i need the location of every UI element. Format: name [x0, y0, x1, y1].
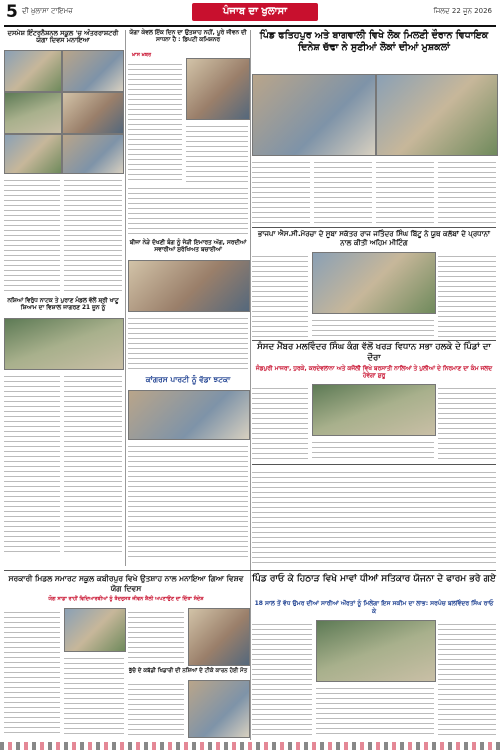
story-title-bjp: ਭਾਜਪਾ ਐਸ.ਸੀ.ਮੋਰਚਾ ਦੇ ਸੂਬਾ ਸਕੱਤਰ ਰਾਜ ਜਤਿੰਦਰ ਸਿੰਘ ਬਿੱਟੂ ਨੇ ਯੂਥ ਕਲੱਬਾਂ ਦੇ ਪ੍ਰਧਾਨਾਂ ਨਾਲ ਕੀਤੀ ਅਹਿਮ ਮੀਟਿੰਗ: [258, 230, 490, 247]
article-text-block: [128, 680, 184, 736]
article-text-block: [438, 384, 496, 460]
article-text-block: [438, 252, 496, 338]
main-headline: ਪਿੰਡ ਫਤਿਹਪੁਰ ਅਤੇ ਬਾਗਵਾਲੀ ਵਿਖੇ ਲੋਕ ਮਿਲਣੀ ਦੌਰਾਨ ਵਿਧਾਇਕ ਦਿਨੇਸ਼ ਚੱਢਾ ਨੇ ਸੁਣੀਆਂ ਲੋਕਾਂ ਦੀਆਂ ਮੁਸ਼ਕਲਾਂ: [259, 30, 489, 53]
article-text-block: [252, 158, 310, 224]
story-title-congress: ਕਾਂਗਰਸ ਪਾਰਟੀ ਨੂੰ ਵੱਡਾ ਝਟਕਾ: [145, 375, 231, 384]
photo-bjp-meeting: [312, 252, 436, 314]
article-text-block: [252, 384, 308, 460]
article-text-block: [438, 158, 496, 224]
byline: ਖ਼ਾਸ ਖ਼ਬਰ: [132, 52, 152, 58]
photo-fire: [128, 260, 250, 312]
story-title-mp: ਸੰਸਦ ਮੈਂਬਰ ਮਲਵਿੰਦਰ ਸਿੰਘ ਕੰਗ ਵੱਲੋਂ ਖਰੜ ਵਿਧਾਨ ਸਭਾ ਹਲਕੇ ਦੇ ਪਿੰਡਾਂ ਦਾ ਦੌਰਾ: [257, 342, 491, 363]
photo-yoga-3: [4, 92, 62, 134]
section-masthead: ਪੰਜਾਬ ਦਾ ਖੁਲਾਸਾ: [192, 3, 318, 21]
photo-portrait: [186, 58, 250, 120]
story-title-rao-ke: ਪਿੰਡ ਰਾਓ ਕੇ ਹਿਠਾੜ ਵਿਖੇ ਮਾਵਾਂ ਧੀਆਂ ਸਤਿਕਾਰ ਯੋਜਨਾ ਦੇ ਫਾਰਮ ਭਰੇ ਗਏ: [252, 574, 496, 584]
photo-congress: [128, 390, 250, 440]
story-title-school: ਸਰਕਾਰੀ ਮਿਡਲ ਸਮਾਰਟ ਸਕੂਲ ਕਬੀਰਪੁਰ ਵਿਖੇ ਉਤਸ਼ਾਹ ਨਾਲ ਮਨਾਇਆ ਗਿਆ ਵਿਸ਼ਵ ਯੋਗ ਦਿਵਸ: [8, 574, 244, 593]
story-subtitle-mp: ਜੰਡਪੁਰੀ ਮਾਜਰਾ, ਧੁਰਕੇ, ਕਰਦੇਵਲਾਨਾ ਅਤੇ ਕਜੌਲੀ ਵਿਖੇ ਬਰਸਾਤੀ ਨਾਲਿਆਂ ਤੇ ਪੁਲੀਆਂ ਦੇ ਨਿਰਮਾਣ ਦਾ ਕੰਮ ਜਲਦ ਹੋਵੇਗਾ ਸ਼ੁਰੂ: [255, 366, 493, 379]
photo-yoga-6: [62, 134, 124, 174]
photo-yoga-2: [62, 50, 124, 92]
photo-lok-milni-1: [252, 74, 376, 156]
photo-lok-milni-2: [376, 74, 498, 156]
photo-school-yoga: [64, 608, 126, 652]
article-text-block: [252, 620, 312, 736]
article-text-block: [316, 684, 434, 736]
photo-rao-ke: [316, 620, 436, 682]
article-text-block: [128, 314, 248, 372]
article-text-block: [128, 184, 248, 238]
article-text-block: [64, 372, 122, 556]
article-text-block: [186, 122, 248, 182]
photo-mp-visit: [312, 384, 436, 436]
story-title-dasmesh: ਦਸਮੇਸ਼ ਇੰਟਰਨੈਸ਼ਨਲ ਸਕੂਲ 'ਚ ਅੰਤਰਰਾਸ਼ਟਰੀ ਯੋਗਾ ਦਿਵਸ ਮਨਾਇਆ: [7, 29, 119, 45]
photo-yoga-4: [62, 92, 124, 134]
photo-yoga-1: [4, 50, 62, 92]
header-rule: [4, 25, 496, 27]
section-divider: [252, 464, 496, 465]
column-divider: [250, 30, 251, 740]
publication-name: ਦੀ ਖ਼ੁਲਾਸਾ ਟਾਇਮਜ਼: [22, 7, 73, 15]
article-text-block: [128, 608, 184, 664]
article-text-block: [312, 316, 434, 338]
article-text-block: [128, 60, 182, 180]
story-title-jagran: ਨਸ਼ਿਆਂ ਵਿਰੁੱਧ ਨਾਟਕ ਤੇ ਪੁਰਾਣ ਮੰਡਲ ਵੱਲੋਂ ਸ਼੍ਰੀ ਖਾਟੂ ਸ਼ਿਆਮ ਦਾ ਵਿਸ਼ਾਲ ਜਾਗਰਣ 21 ਜੂਨ ਨੂੰ: [7, 298, 119, 311]
story-title-kabaddi: ਭੁੱਚੋ ਦੇ ਕਬੱਡੀ ਖਿਡਾਰੀ ਦੀ ਨਸ਼ਿਆਂ ਦੇ ਟੀਕੇ ਕਾਰਨ ਹੋਈ ਮੌਤ: [128, 668, 248, 674]
article-text-block: [4, 372, 60, 556]
photo-kabaddi: [188, 680, 250, 738]
article-text-block: [128, 442, 248, 560]
article-text-block: [64, 654, 124, 736]
story-subtitle-rao-ke: 18 ਸਾਲ ਤੋਂ ਵੱਧ ਉਮਰ ਦੀਆਂ ਸਾਰੀਆਂ ਔਰਤਾਂ ਨੂੰ ਮਿਲੇਗਾ ਇਸ ਸਕੀਮ ਦਾ ਲਾਭ: ਸਰਪੰਚ ਬਲਵਿੰਦਰ ਸਿੰਘ ਰਾਓ ਕੇ: [254, 600, 494, 615]
article-text-block: [4, 176, 60, 294]
section-divider: [4, 570, 496, 571]
photo-yoga-5: [4, 134, 62, 174]
section-divider: [252, 340, 496, 341]
section-divider: [252, 227, 496, 228]
article-text-block: [64, 176, 122, 294]
article-text-block: [4, 608, 60, 736]
story-subtitle-school: ਯੋਗ ਸਾਡਾ ਰਾਹੀਂ ਵਿਦਿਆਰਥੀਆਂ ਨੂੰ ਤੰਦਰੁਸਤ ਜੀਵਨ ਸ਼ੈਲੀ ਅਪਣਾਉਣ ਦਾ ਦਿੱਤਾ ਸੰਦੇਸ਼: [48, 596, 204, 602]
issue-date: ਜਿਲਦ 22 ਜੂਨ 2026: [433, 7, 492, 15]
article-text-block: [252, 252, 308, 338]
article-text-block: [314, 158, 372, 224]
article-text-block: [376, 158, 434, 224]
article-text-block: [438, 620, 496, 736]
article-text-block: [252, 468, 496, 566]
footer-color-bar: [0, 742, 500, 750]
story-title-dc-yoga: ਯੋਗਾ ਕੇਵਲ ਇੱਕ ਦਿਨ ਦਾ ਉਤਸ਼ਾਹ ਨਹੀਂ, ਪੂਰੇ ਜੀਵਨ ਦੀ ਸਾਧਨਾ ਹੈ : ਡਿਪਟੀ ਕਮਿਸ਼ਨਰ: [129, 30, 247, 43]
story-title-fire: ਬੀਜਾ ਨੇੜੇ ਦੱਖਣੀ ਬੰਗ ਨੂੰ ਜੋੜੀ ਇਮਾਰਤ ਅੱਗ, ਸਰਦੀਆਂ ਸਵਾਰੀਆਂ ਸੁਰੱਖਿਅਤ ਬਚਾਈਆਂ: [129, 240, 247, 253]
page-header: [0, 0, 500, 26]
page-number: 5: [6, 2, 18, 22]
photo-jagran: [4, 318, 124, 370]
photo-school-yoga-2: [188, 608, 250, 666]
column-divider: [125, 30, 126, 566]
article-text-block: [312, 438, 434, 460]
